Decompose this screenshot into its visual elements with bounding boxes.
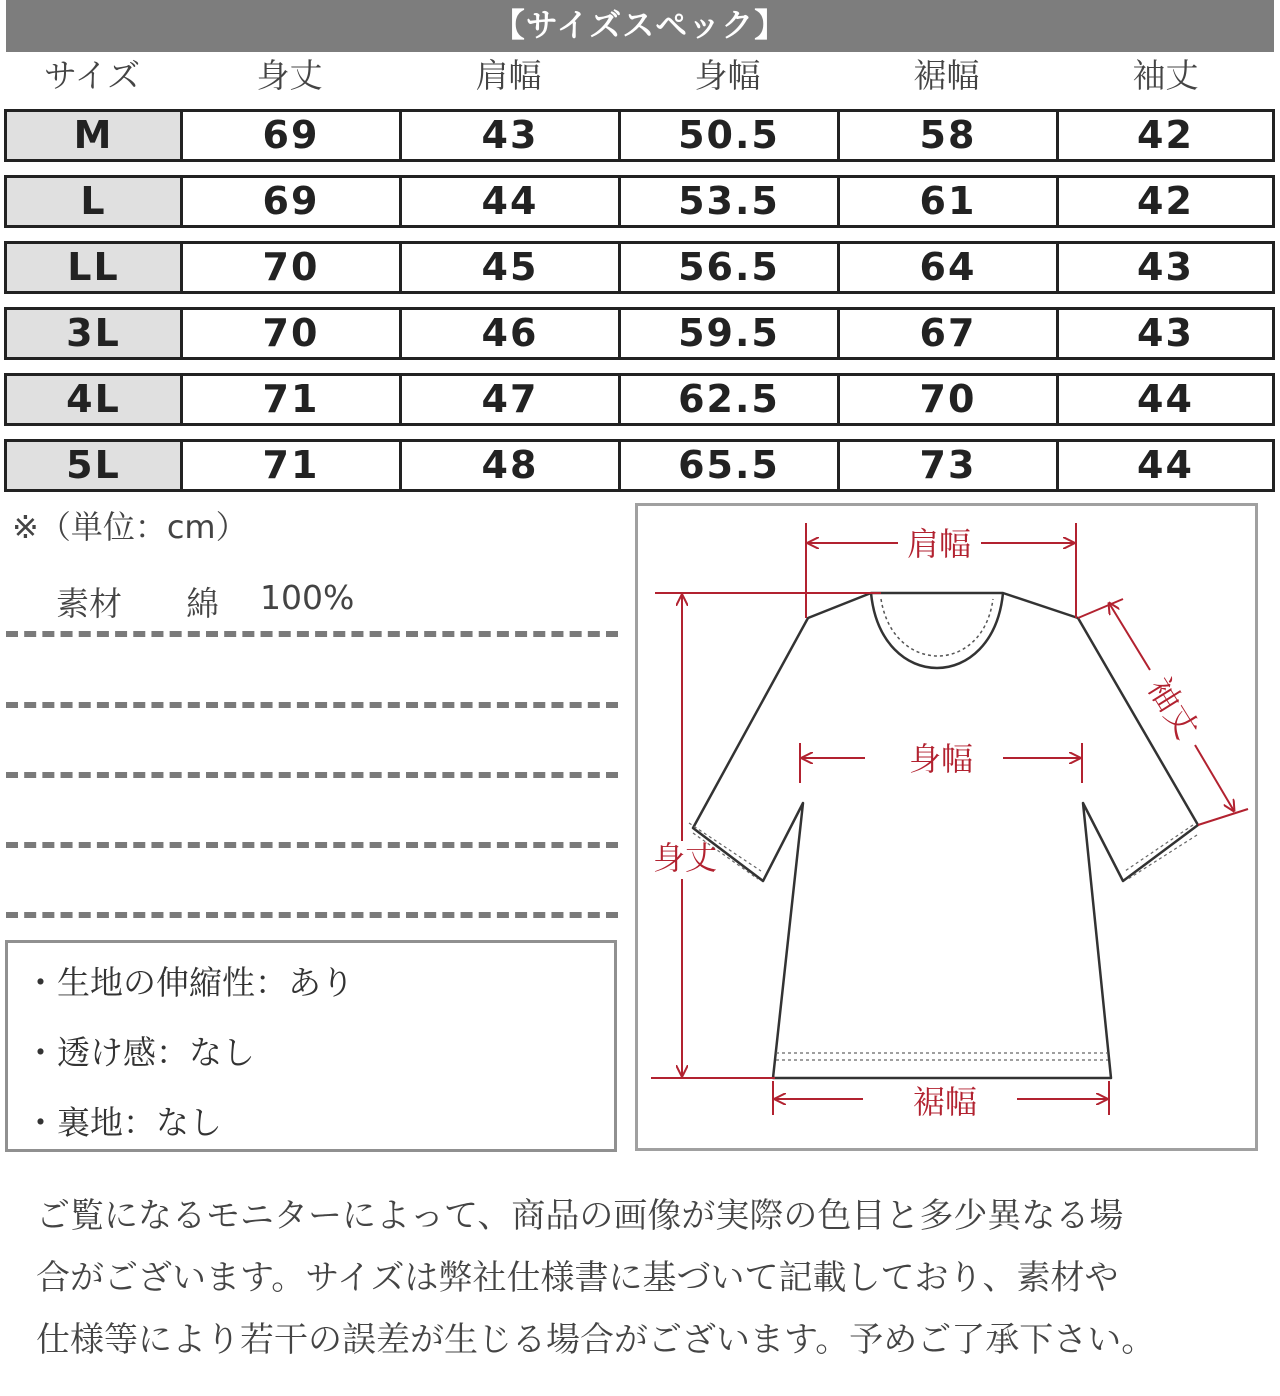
value-chest: 59.5: [621, 310, 840, 357]
sleeve-extension-bottom: [1198, 809, 1248, 825]
value-hem: 67: [840, 310, 1059, 357]
unit-note: ※（単位：cm）: [12, 508, 248, 546]
size-row-l: [4, 175, 1275, 228]
chest-width-label: 身幅: [908, 740, 974, 778]
disclaimer-line: ご覧になるモニターによって、商品の画像が実際の色目と多少異なる場: [36, 1196, 1124, 1236]
body-length-label: 身丈: [652, 839, 718, 877]
divider-line: [6, 702, 618, 708]
value-shoulder: 43: [402, 112, 621, 159]
header-shoulder: 肩幅: [475, 56, 542, 95]
divider-line: [6, 772, 618, 778]
value-hem: 70: [840, 376, 1059, 423]
divider-line: [6, 912, 618, 918]
size-row-ll: [4, 241, 1275, 294]
value-length: 71: [183, 442, 402, 489]
value-chest: 50.5: [621, 112, 840, 159]
header-length: 身丈: [256, 56, 323, 95]
header-size: サイズ: [43, 56, 141, 95]
value-hem: 58: [840, 112, 1059, 159]
value-shoulder: 46: [402, 310, 621, 357]
sleeve-arrow-down: [1195, 745, 1234, 811]
value-chest: 56.5: [621, 244, 840, 291]
shirt-collar: [871, 593, 1003, 668]
collar-stitch: [881, 599, 993, 656]
value-sleeve: 43: [1137, 311, 1194, 355]
divider-line: [6, 842, 618, 848]
shoulder-width-label: 肩幅: [906, 525, 972, 563]
disclaimer-line: 合がございます。サイズは弊社仕様書に基づいて記載しており、素材や: [36, 1258, 1119, 1298]
size-label: 3L: [7, 310, 183, 357]
value-chest: 65.5: [621, 442, 840, 489]
header-sleeve: 袖丈: [1132, 56, 1199, 95]
property-sheerness: ・透け感：なし: [24, 1033, 255, 1072]
value-sleeve: 43: [1137, 245, 1194, 289]
material-fabric: 綿: [186, 584, 219, 623]
value-shoulder: 48: [402, 442, 621, 489]
header-hem: 裾幅: [913, 56, 980, 95]
size-row-5l: [4, 439, 1275, 492]
value-hem: 73: [840, 442, 1059, 489]
spec-title: 【サイズスペック】: [6, 0, 1274, 52]
value-chest: 53.5: [621, 178, 840, 225]
property-lining: ・裏地：なし: [24, 1103, 222, 1142]
value-hem: 64: [840, 244, 1059, 291]
size-label: 5L: [7, 442, 183, 489]
property-stretch: ・生地の伸縮性：あり: [24, 963, 354, 1002]
value-chest: 62.5: [621, 376, 840, 423]
size-label: M: [7, 112, 183, 159]
value-length: 69: [183, 112, 402, 159]
size-label: L: [7, 178, 183, 225]
value-length: 70: [183, 310, 402, 357]
size-label: LL: [7, 244, 183, 291]
divider-line: [6, 631, 618, 637]
hem-width-label: 裾幅: [912, 1083, 978, 1121]
material-info: [56, 578, 354, 625]
value-shoulder: 44: [402, 178, 621, 225]
fabric-properties: [5, 940, 617, 1152]
header-chest: 身幅: [694, 56, 761, 95]
value-sleeve: 42: [1137, 113, 1194, 157]
value-sleeve: 42: [1137, 179, 1194, 223]
size-row-4l: [4, 373, 1275, 426]
value-shoulder: 47: [402, 376, 621, 423]
value-shoulder: 45: [402, 244, 621, 291]
value-length: 71: [183, 376, 402, 423]
value-hem: 61: [840, 178, 1059, 225]
disclaimer: [36, 1185, 1266, 1371]
value-sleeve: 44: [1137, 443, 1194, 487]
sleeve-arrow-up: [1109, 603, 1150, 670]
material-label: 素材: [56, 584, 122, 623]
size-row-3l: [4, 307, 1275, 360]
size-row-m: [4, 109, 1275, 162]
hem-stitch: [776, 1053, 1108, 1060]
material-percent: 100%: [260, 578, 355, 617]
value-sleeve: 44: [1137, 377, 1194, 421]
measurement-diagram: [635, 503, 1258, 1151]
shirt-outline: [693, 593, 1198, 1078]
sleeve-length-label: 袖丈: [1139, 670, 1207, 746]
value-length: 70: [183, 244, 402, 291]
size-label: 4L: [7, 376, 183, 423]
disclaimer-line: 仕様等により若干の誤差が生じる場合がございます。予めご了承下さい。: [36, 1320, 1156, 1360]
value-length: 69: [183, 178, 402, 225]
